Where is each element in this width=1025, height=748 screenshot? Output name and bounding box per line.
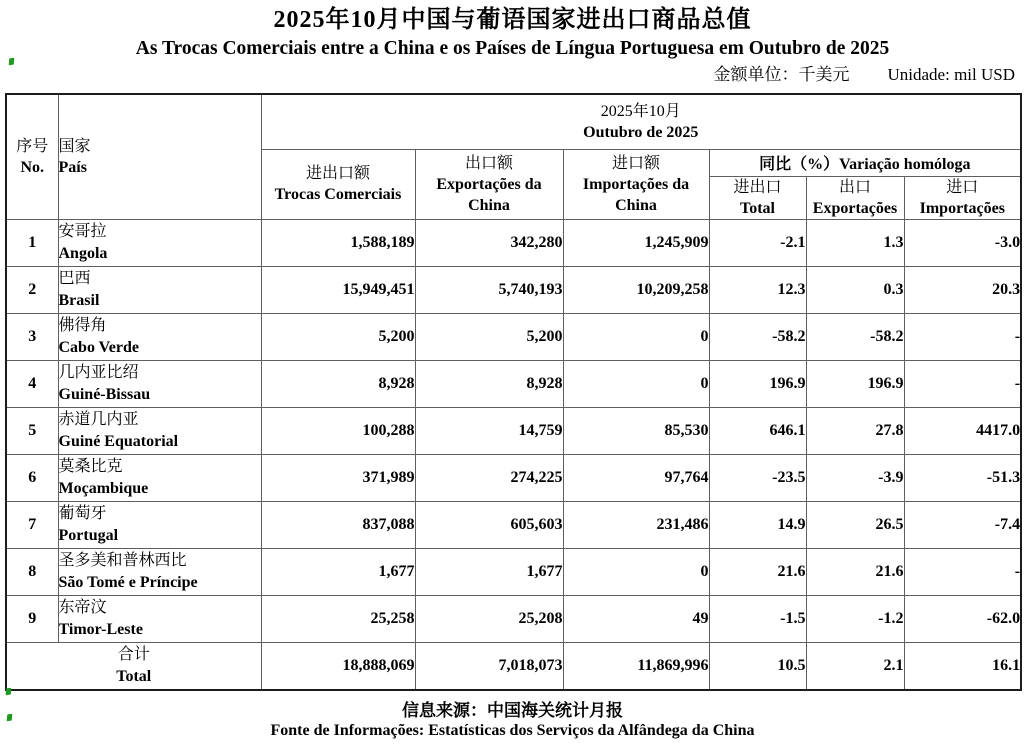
imports-value: 10,209,258 bbox=[563, 266, 709, 313]
source-note-portuguese: Fonte de Informações: Estatísticas dos Serviços da Alfândega da China bbox=[270, 722, 755, 739]
imports-value: 0 bbox=[563, 313, 709, 360]
row-number: 6 bbox=[6, 454, 58, 501]
yoy-imports-value: - bbox=[904, 313, 1021, 360]
yoy-total-value: -58.2 bbox=[709, 313, 806, 360]
header-yoy-exports bbox=[806, 176, 904, 219]
row-number: 3 bbox=[6, 313, 58, 360]
country-name-cell bbox=[58, 219, 261, 266]
yoy-imports-value: 20.3 bbox=[904, 266, 1021, 313]
trade-value: 5,200 bbox=[261, 313, 415, 360]
header-yoy-total bbox=[709, 176, 806, 219]
trade-value: 371,989 bbox=[261, 454, 415, 501]
country-name-zh: 圣多美和普林西比 bbox=[58, 551, 187, 569]
header-yoy-imports bbox=[904, 176, 1021, 219]
trade-value: 1,677 bbox=[261, 548, 415, 595]
country-name-cell bbox=[58, 595, 261, 642]
yoy-exports-value: 0.3 bbox=[806, 266, 904, 313]
trade-value: 25,258 bbox=[261, 595, 415, 642]
header-country bbox=[58, 94, 261, 219]
country-name-zh: 赤道几内亚 bbox=[58, 410, 139, 428]
header-no bbox=[6, 94, 58, 219]
header-no-pt: No. bbox=[20, 158, 45, 176]
header-yoy-total-pt: Total bbox=[740, 199, 775, 217]
yoy-total-value: 12.3 bbox=[709, 266, 806, 313]
country-row bbox=[6, 313, 1021, 360]
yoy-imports-value: - bbox=[904, 548, 1021, 595]
exports-value: 14,759 bbox=[415, 407, 563, 454]
header-yoy-exports-pt: Exportações bbox=[812, 199, 898, 217]
header-yoy-total-zh: 进出口 bbox=[733, 178, 782, 196]
header-yoy-exports-zh: 出口 bbox=[838, 178, 871, 196]
exports-value: 25,208 bbox=[415, 595, 563, 642]
imports-value: 97,764 bbox=[563, 454, 709, 501]
yoy-total-value: 14.9 bbox=[709, 501, 806, 548]
total-trade-value: 18,888,069 bbox=[261, 642, 415, 690]
table-header bbox=[6, 94, 1021, 219]
country-name-pt: Angola bbox=[58, 244, 108, 262]
country-name-cell bbox=[58, 266, 261, 313]
exports-value: 605,603 bbox=[415, 501, 563, 548]
country-row bbox=[6, 407, 1021, 454]
yoy-total-value: 21.6 bbox=[709, 548, 806, 595]
yoy-exports-value: 26.5 bbox=[806, 501, 904, 548]
header-trade-volume bbox=[261, 149, 415, 219]
country-name-pt: Guiné Equatorial bbox=[58, 432, 179, 450]
imports-value: 85,530 bbox=[563, 407, 709, 454]
header-imports-pt: Importações da China bbox=[582, 175, 690, 214]
country-name-zh: 巴西 bbox=[58, 269, 91, 287]
yoy-imports-value: -3.0 bbox=[904, 219, 1021, 266]
yoy-imports-value: -62.0 bbox=[904, 595, 1021, 642]
header-exports-pt: Exportações da China bbox=[436, 175, 542, 214]
page-title-chinese: 2025年10月中国与葡语国家进出口商品总值 bbox=[273, 7, 752, 33]
total-yoy-exports: 2.1 bbox=[806, 642, 904, 690]
imports-value: 0 bbox=[563, 548, 709, 595]
trade-value: 15,949,451 bbox=[261, 266, 415, 313]
country-name-cell bbox=[58, 407, 261, 454]
total-yoy-total: 10.5 bbox=[709, 642, 806, 690]
country-row bbox=[6, 548, 1021, 595]
row-number: 8 bbox=[6, 548, 58, 595]
total-label-zh: 合计 bbox=[117, 645, 150, 663]
source-note-chinese: 信息来源：中国海关统计月报 bbox=[402, 701, 623, 721]
country-name-pt: São Tomé e Príncipe bbox=[58, 573, 198, 591]
row-number: 5 bbox=[6, 407, 58, 454]
yoy-imports-value: -7.4 bbox=[904, 501, 1021, 548]
row-number: 7 bbox=[6, 501, 58, 548]
country-name-pt: Moçambique bbox=[58, 479, 149, 497]
header-period bbox=[261, 94, 1021, 149]
unit-label-chinese: 金额单位：千美元 bbox=[713, 65, 850, 84]
yoy-exports-value: -1.2 bbox=[806, 595, 904, 642]
imports-value: 49 bbox=[563, 595, 709, 642]
country-name-pt: Brasil bbox=[58, 291, 100, 309]
exports-value: 8,928 bbox=[415, 360, 563, 407]
country-name-pt: Guiné-Bissau bbox=[58, 385, 151, 403]
country-row bbox=[6, 501, 1021, 548]
yoy-total-value: 196.9 bbox=[709, 360, 806, 407]
country-row bbox=[6, 219, 1021, 266]
table-body bbox=[6, 219, 1021, 642]
header-exports-zh: 出口额 bbox=[464, 154, 513, 172]
country-name-zh: 佛得角 bbox=[58, 316, 107, 334]
exports-value: 5,740,193 bbox=[415, 266, 563, 313]
trade-value: 1,588,189 bbox=[261, 219, 415, 266]
yoy-total-value: -1.5 bbox=[709, 595, 806, 642]
trade-value: 8,928 bbox=[261, 360, 415, 407]
header-country-zh: 国家 bbox=[58, 137, 91, 155]
page-title-portuguese: As Trocas Comerciais entre a China e os Países de Língua Portuguesa em Outubro de 2025 bbox=[135, 38, 890, 59]
trade-value: 837,088 bbox=[261, 501, 415, 548]
yoy-imports-value: - bbox=[904, 360, 1021, 407]
yoy-imports-value: -51.3 bbox=[904, 454, 1021, 501]
yoy-total-value: 646.1 bbox=[709, 407, 806, 454]
header-yoy-variation: 同比（%）Variação homóloga bbox=[709, 149, 1021, 176]
country-name-cell bbox=[58, 313, 261, 360]
header-trade-volume-zh: 进出口额 bbox=[305, 165, 370, 182]
header-yoy-imports-pt: Importações bbox=[919, 199, 1005, 217]
green-annotation-mark bbox=[7, 714, 13, 722]
header-no-zh: 序号 bbox=[16, 137, 49, 155]
exports-value: 342,280 bbox=[415, 219, 563, 266]
total-imports-value: 11,869,996 bbox=[563, 642, 709, 690]
yoy-exports-value: -58.2 bbox=[806, 313, 904, 360]
country-name-cell bbox=[58, 501, 261, 548]
country-name-zh: 葡萄牙 bbox=[58, 504, 107, 522]
yoy-exports-value: 196.9 bbox=[806, 360, 904, 407]
row-number: 1 bbox=[6, 219, 58, 266]
country-name-pt: Timor-Leste bbox=[58, 620, 143, 638]
imports-value: 1,245,909 bbox=[563, 219, 709, 266]
row-number: 2 bbox=[6, 266, 58, 313]
header-period-zh: 2025年10月 bbox=[600, 102, 681, 120]
country-name-pt: Cabo Verde bbox=[58, 338, 139, 356]
imports-value: 231,486 bbox=[563, 501, 709, 548]
country-name-cell bbox=[58, 548, 261, 595]
country-name-pt: Portugal bbox=[58, 526, 119, 544]
yoy-exports-value: 21.6 bbox=[806, 548, 904, 595]
country-name-zh: 东帝汶 bbox=[58, 598, 107, 616]
total-yoy-imports: 16.1 bbox=[904, 642, 1021, 690]
trade-value: 100,288 bbox=[261, 407, 415, 454]
total-exports-value: 7,018,073 bbox=[415, 642, 563, 690]
total-label-pt: Total bbox=[116, 667, 152, 685]
header-yoy-imports-zh: 进口 bbox=[946, 178, 979, 196]
yoy-exports-value: 1.3 bbox=[806, 219, 904, 266]
country-row bbox=[6, 454, 1021, 501]
country-name-zh: 安哥拉 bbox=[58, 222, 107, 240]
unit-label-portuguese: Unidade: mil USD bbox=[887, 65, 1015, 84]
yoy-exports-value: 27.8 bbox=[806, 407, 904, 454]
yoy-exports-value: -3.9 bbox=[806, 454, 904, 501]
exports-value: 1,677 bbox=[415, 548, 563, 595]
country-name-zh: 几内亚比绍 bbox=[58, 363, 139, 381]
total-label-cell bbox=[6, 642, 261, 690]
yoy-total-value: -23.5 bbox=[709, 454, 806, 501]
yoy-imports-value: 4417.0 bbox=[904, 407, 1021, 454]
country-name-zh: 莫桑比克 bbox=[58, 457, 123, 475]
trade-table bbox=[5, 93, 1022, 691]
header-trade-volume-pt: Trocas Comerciais bbox=[274, 186, 402, 203]
yoy-total-value: -2.1 bbox=[709, 219, 806, 266]
header-period-pt: Outubro de 2025 bbox=[583, 123, 699, 141]
header-exports bbox=[415, 149, 563, 219]
total-row bbox=[6, 642, 1021, 690]
country-row bbox=[6, 595, 1021, 642]
unit-line bbox=[0, 63, 1025, 87]
header-imports bbox=[563, 149, 709, 219]
green-annotation-mark bbox=[6, 688, 12, 696]
row-number: 4 bbox=[6, 360, 58, 407]
exports-value: 274,225 bbox=[415, 454, 563, 501]
country-row bbox=[6, 360, 1021, 407]
imports-value: 0 bbox=[563, 360, 709, 407]
header-country-pt: País bbox=[58, 158, 87, 176]
green-annotation-mark bbox=[9, 58, 15, 66]
table-footer bbox=[6, 642, 1021, 690]
country-row bbox=[6, 266, 1021, 313]
country-name-cell bbox=[58, 454, 261, 501]
row-number: 9 bbox=[6, 595, 58, 642]
country-name-cell bbox=[58, 360, 261, 407]
exports-value: 5,200 bbox=[415, 313, 563, 360]
header-imports-zh: 进口额 bbox=[611, 154, 660, 172]
